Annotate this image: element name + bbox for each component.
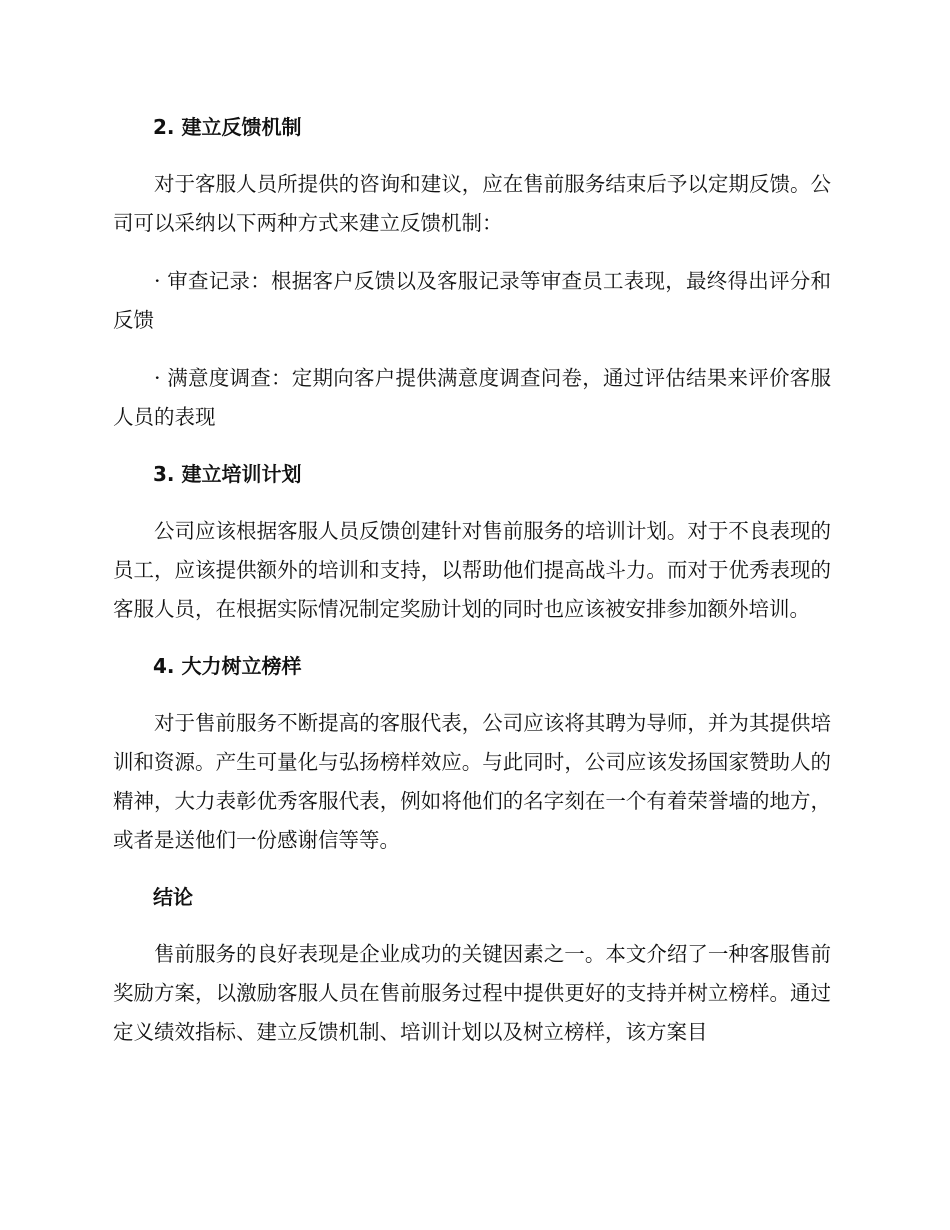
paragraph: 公司应该根据客服人员反馈创建针对售前服务的培训计划。对于不良表现的员工，应该提供额外的培训和支持，以帮助他们提高战斗力。而对于优秀表现的客服人员，在根据实际情况制定奖励计划的同时也应该被安排参加额外培训。 — [113, 519, 831, 621]
paragraph: 对于客服人员所提供的咨询和建议，应在售前服务结束后予以定期反馈。公司可以采纳以下两种方式来建立反馈机制： — [113, 172, 831, 235]
bullet-item-review-records: · 审查记录：根据客户反馈以及客服记录等审查员工表现，最终得出评分和反馈 — [113, 269, 831, 332]
document-body — [113, 108, 831, 1052]
section-heading-feedback: 2. 建立反馈机制 — [153, 115, 302, 139]
bullet-item-satisfaction-survey: · 满意度调查：定期向客户提供满意度调查问卷，通过评估结果来评价客服人员的表现 — [113, 366, 831, 429]
section-heading-training: 3. 建立培训计划 — [153, 462, 302, 486]
section-heading-role-models: 4. 大力树立榜样 — [153, 654, 302, 678]
paragraph: 对于售前服务不断提高的客服代表，公司应该将其聘为导师，并为其提供培训和资源。产生可量化与弘扬榜样效应。与此同时，公司应该发扬国家赞助人的精神，大力表彰优秀客服代表，例如将他们的名字刻在一个有着荣誉墙的地方，或者是送他们一份感谢信等等。 — [113, 711, 831, 852]
section-heading-conclusion: 结论 — [153, 885, 193, 909]
paragraph: 售前服务的良好表现是企业成功的关键因素之一。本文介绍了一种客服售前奖励方案，以激励客服人员在售前服务过程中提供更好的支持并树立榜样。通过定义绩效指标、建立反馈机制、培训计划以及树立榜样，该方案目 — [113, 942, 831, 1044]
